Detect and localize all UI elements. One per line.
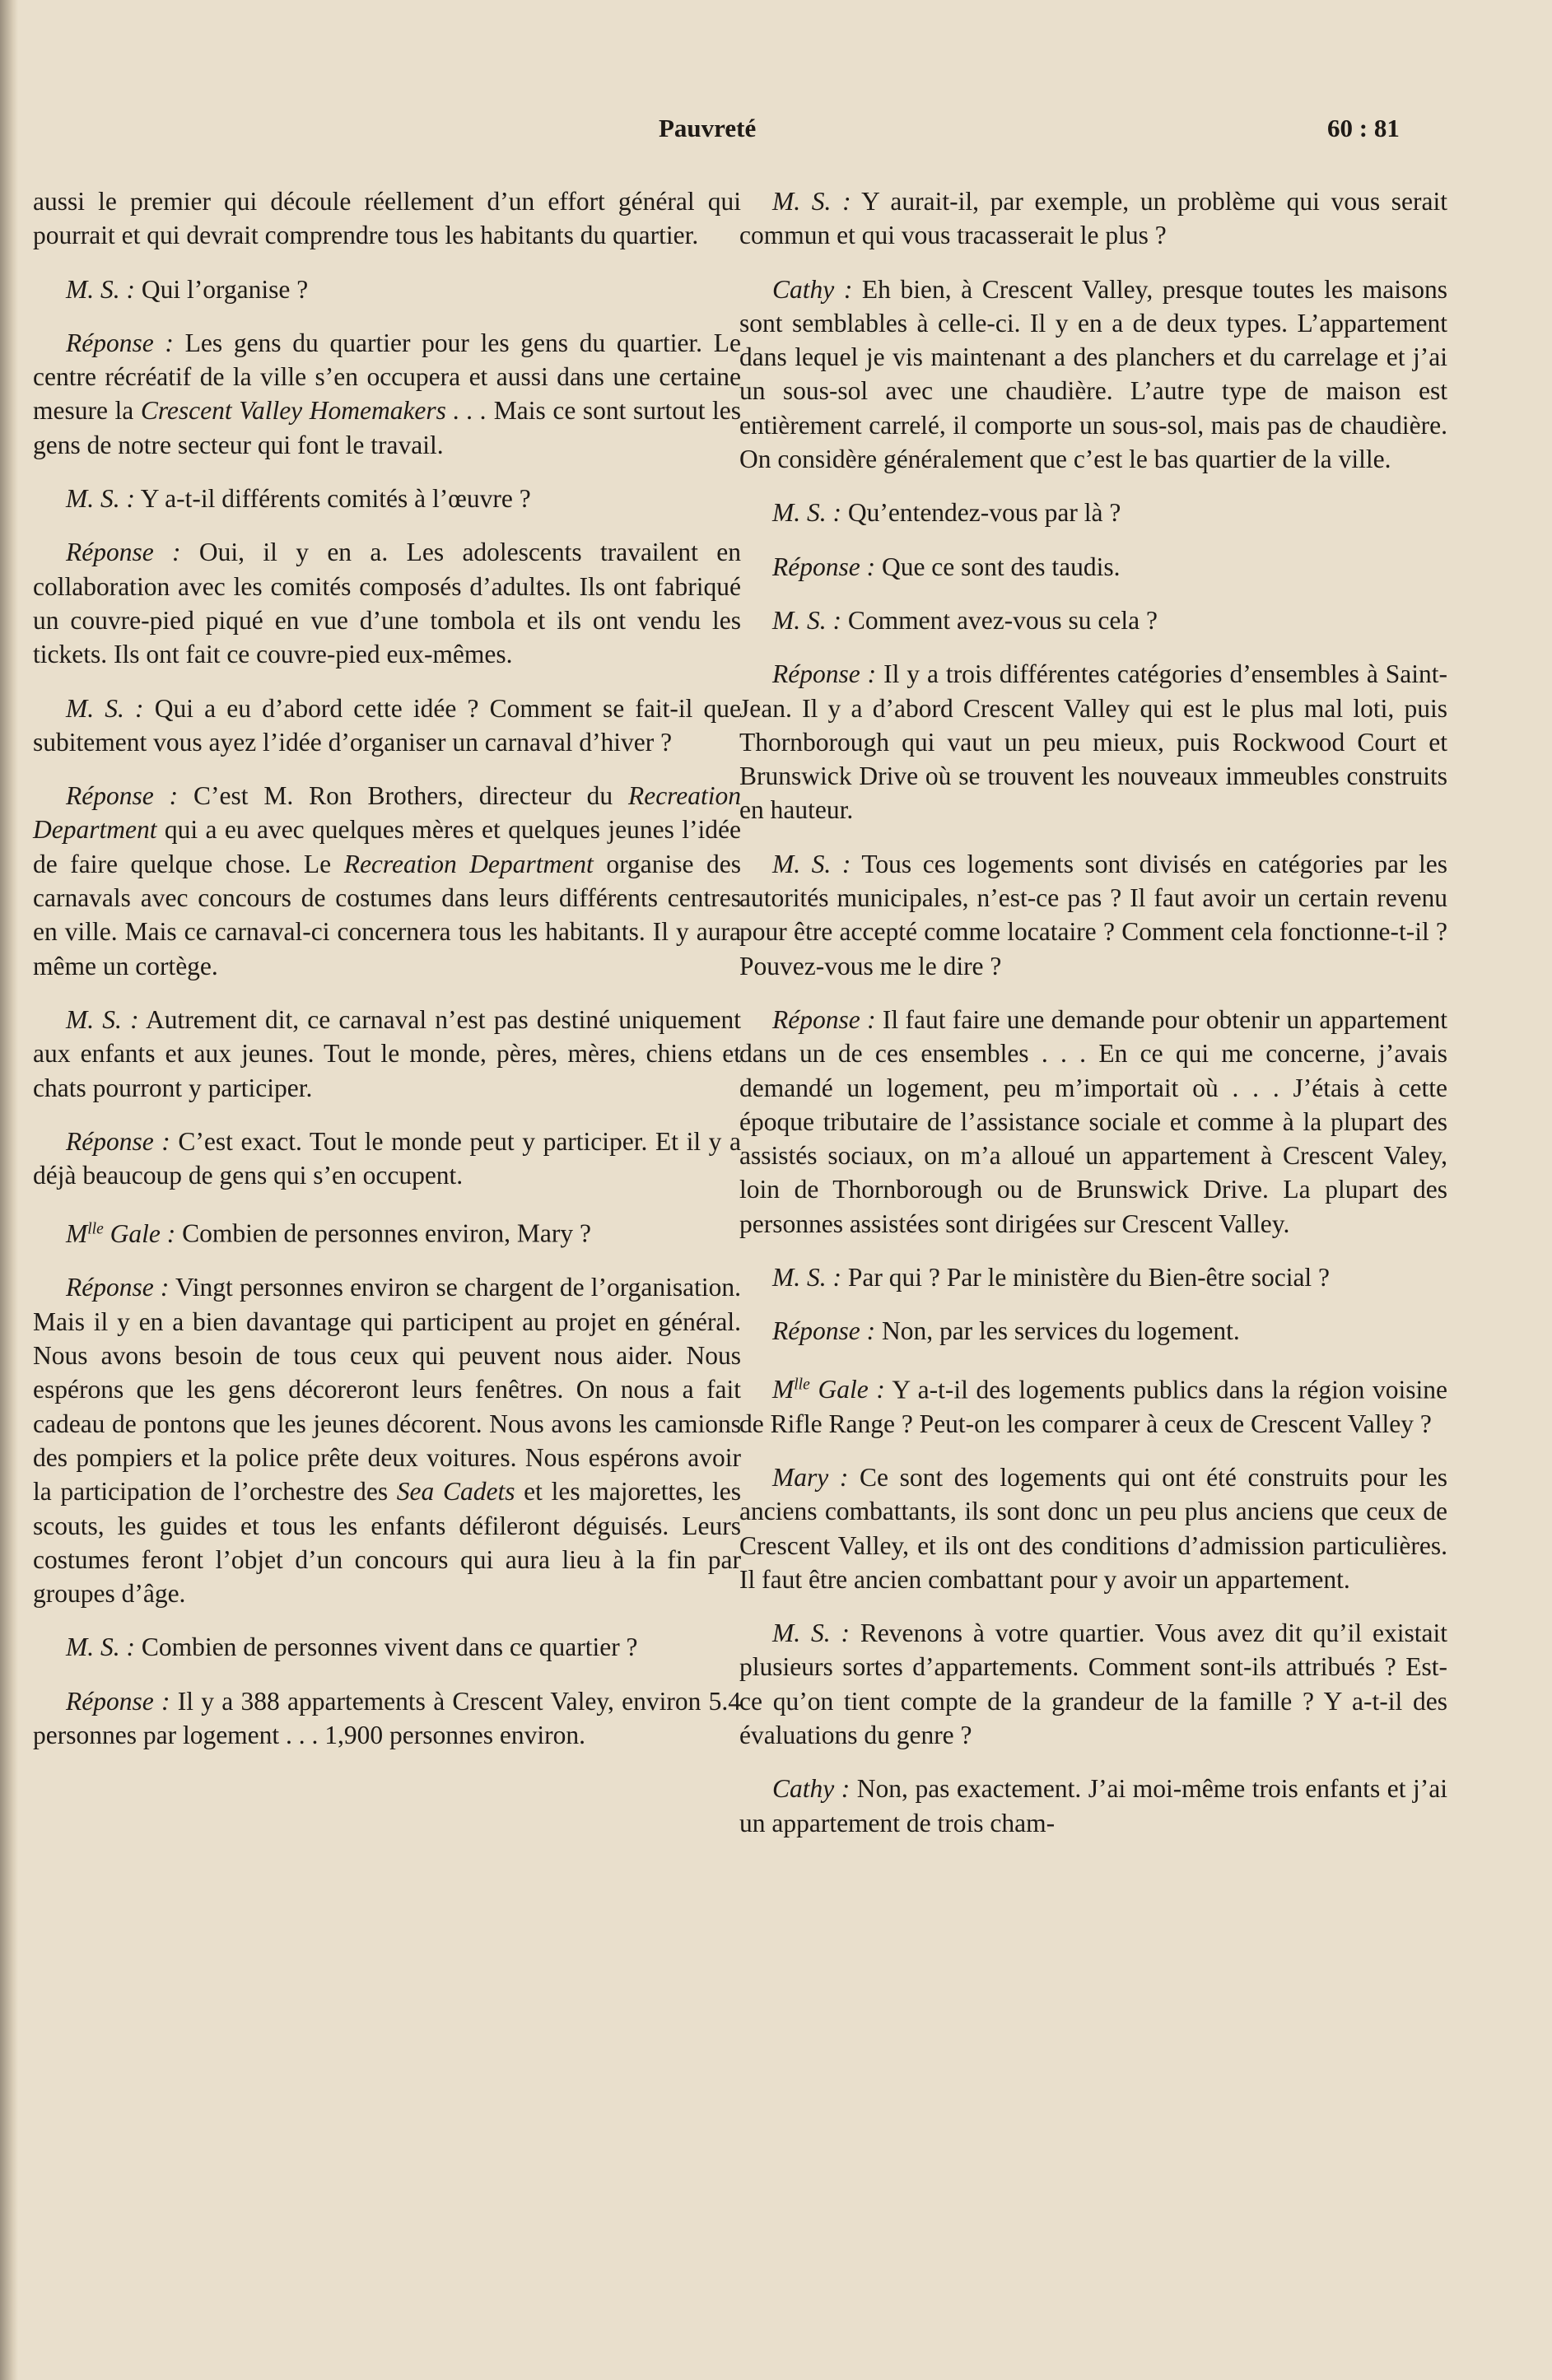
paragraph-text: Non, pas exactement. J’ai moi-même trois enfants et j’ai un appartement de trois cham- bbox=[739, 1774, 1448, 1837]
italic-text: Recreation Department bbox=[343, 849, 594, 878]
right-column bbox=[739, 184, 1447, 1860]
paragraph-text: Combien de personnes environ, Mary ? bbox=[175, 1219, 592, 1249]
italic-text: Sea Cadets bbox=[396, 1477, 515, 1507]
paragraph-text: Qui a eu d’abord cette idée ? Comment se fait-il que subitement vous ayez l’idée d’organiser un carnaval d’hiver ? bbox=[33, 693, 741, 757]
speaker-label: M. S. : bbox=[66, 274, 135, 304]
paragraph-text: Y a-t-il différents comités à l’œuvre ? bbox=[134, 484, 531, 514]
dialogue-paragraph bbox=[33, 692, 741, 760]
paragraph-text: Non, par les services du logement. bbox=[875, 1316, 1240, 1346]
paragraph-text: aussi le premier qui découle réellement d’un effort général qui pourrait et qui devrait comprendre tous les habitants du quartier. bbox=[33, 187, 741, 250]
dialogue-paragraph bbox=[33, 1003, 741, 1105]
paragraph-text: Vingt personnes environ se chargent de l’organisation. Mais il y en a bien davantage qui participent au projet en général. Nous avons besoin de tous ceux qui peuvent nous aider. Nous espérons que les gens décoreront leurs fenêtres. On nous a fait cadeau de pontons que les jeunes décorent. Nous avons les camions des pompiers et la police prête deux voitures. Nous espérons avoir la participation de l’orchestre des bbox=[33, 1273, 741, 1507]
speaker-label: Réponse : bbox=[66, 328, 174, 357]
dialogue-paragraph bbox=[739, 847, 1447, 983]
paragraph-text: Revenons à votre quartier. Vous avez dit qu’il existait plusieurs sortes d’appartements. Comment sont-ils attribués ? Est-ce qu’on tient compte de la grandeur de la famille ? Y a-t-il des évaluations du genre ? bbox=[739, 1618, 1447, 1750]
dialogue-paragraph bbox=[739, 1772, 1447, 1840]
dialogue-paragraph bbox=[739, 1003, 1447, 1241]
speaker-label bbox=[772, 1375, 885, 1404]
speaker-label: Mary : bbox=[772, 1462, 849, 1492]
speaker-label: M. S. : bbox=[66, 693, 144, 723]
paragraph-text: Il y a trois différentes catégories d’ensembles à Saint-Jean. Il y a d’abord Crescent Valley qui est le plus mal loti, puis Thornborough qui vaut un peu mieux, puis Rockwood Court et Brunswick Drive où se trouvent les nouveaux immeubles construits en hauteur. bbox=[739, 659, 1447, 825]
paragraph-text: C’est M. Ron Brothers, directeur du bbox=[178, 781, 628, 811]
dialogue-paragraph bbox=[33, 272, 741, 306]
paragraph-text: Mais ce sont surtout les gens de notre secteur qui font le travail. bbox=[33, 396, 741, 459]
speaker-title: M bbox=[66, 1219, 88, 1249]
speaker-label: M. S. : bbox=[772, 1263, 841, 1292]
dialogue-paragraph bbox=[739, 603, 1447, 637]
dialogue-paragraph bbox=[739, 657, 1447, 827]
speaker-label: M. S. : bbox=[772, 1618, 850, 1648]
dialogue-paragraph bbox=[739, 1616, 1447, 1752]
paragraph-text: Autrement dit, ce carnaval n’est pas destiné uniquement aux enfants et aux jeunes. Tout le monde, pères, mères, chiens et chats pourront y participer. bbox=[33, 1004, 741, 1102]
paragraph-text: C’est exact. Tout le monde peut y participer. Et il y a déjà beaucoup de gens qui s’en occupent. bbox=[33, 1126, 742, 1190]
paragraph-text: Qu’entendez-vous par là ? bbox=[841, 498, 1121, 528]
paragraph bbox=[33, 184, 741, 253]
speaker-label: M. S. : bbox=[772, 498, 841, 528]
dialogue-paragraph bbox=[739, 1314, 1447, 1348]
dialogue-paragraph bbox=[739, 496, 1447, 529]
paragraph-text: Par qui ? Par le ministère du Bien-être social ? bbox=[841, 1263, 1331, 1292]
speaker-title-superscript: lle bbox=[794, 1376, 810, 1394]
dialogue-paragraph bbox=[33, 779, 741, 983]
paragraph-text: Il faut faire une demande pour obtenir un appartement dans un de ces ensembles . . . En ce qui me concerne, j’avais demandé un logement, peu m’importait où . . . J’étais à cette époque tributaire de l’assistance sociale et comme à la plupart des assistés sociaux, on m’a alloué un appartement à Crescent Valey, loin de Thornborough ou de Brunswick Drive. La plupart des personnes assistées sont dirigées sur Crescent Valley. bbox=[739, 1004, 1448, 1238]
dialogue-paragraph bbox=[33, 1630, 741, 1664]
dialogue-paragraph bbox=[33, 535, 741, 671]
dialogue-paragraph bbox=[739, 1368, 1447, 1441]
speaker-label: Réponse : bbox=[66, 1686, 170, 1716]
speaker-label: M. S. : bbox=[772, 605, 841, 635]
speaker-label bbox=[66, 1219, 175, 1248]
dialogue-paragraph bbox=[33, 482, 741, 515]
left-column bbox=[33, 184, 741, 1772]
speaker-label: Réponse : bbox=[772, 1004, 876, 1034]
speaker-label: Réponse : bbox=[66, 538, 181, 567]
page-header bbox=[0, 114, 1552, 153]
speaker-label: Réponse : bbox=[772, 552, 876, 581]
speaker-label: M. S. : bbox=[66, 484, 135, 514]
italic-text: Crescent Valley Homemakers . . . bbox=[140, 396, 487, 426]
speaker-label: Cathy : bbox=[772, 274, 853, 304]
dialogue-paragraph bbox=[739, 184, 1447, 253]
paragraph-text: Il y a 388 appartements à Crescent Valey, environ 5.4 personnes par logement . . . 1,900 personnes environ. bbox=[33, 1686, 741, 1750]
speaker-label: Réponse : bbox=[66, 781, 179, 811]
dialogue-paragraph bbox=[33, 1684, 741, 1753]
speaker-label: Réponse : bbox=[772, 659, 877, 689]
paragraph-text: Oui, il y en a. Les adolescents travailent en collaboration avec les comités composés d’adultes. Ils ont fabriqué un couvre-pied piqué en vue d’une tombola et ils ont vendu les tickets. Ils ont fait ce couvre-pied eux-mêmes. bbox=[33, 538, 741, 669]
speaker-title: M bbox=[772, 1375, 795, 1404]
paragraph-text: Qui l’organise ? bbox=[134, 274, 309, 304]
paragraph-text: Que ce sont des taudis. bbox=[875, 552, 1121, 581]
running-title: Pauvreté bbox=[659, 114, 757, 142]
paragraph-text: Les gens du quartier pour les gens du quartier. Le centre récréatif de la ville s’en occupera et aussi dans une certaine mesure la bbox=[33, 328, 741, 426]
paragraph-text: Y aurait-il, par exemple, un problème qui vous serait commun et qui vous tracasserait le plus ? bbox=[739, 187, 1447, 250]
paragraph-text: Comment avez-vous su cela ? bbox=[841, 605, 1158, 635]
dialogue-paragraph bbox=[739, 1460, 1447, 1596]
dialogue-paragraph bbox=[33, 326, 741, 462]
speaker-title-superscript: lle bbox=[87, 1220, 104, 1238]
dialogue-paragraph bbox=[739, 550, 1447, 584]
paragraph-text: qui a eu avec quelques mères et quelques jeunes l’idée de faire quelque chose. Le bbox=[33, 815, 741, 878]
paragraph-text: Y a-t-il des logements publics dans la région voisine de Rifle Range ? Peut-on les comparer à ceux de Crescent Valley ? bbox=[739, 1375, 1447, 1438]
paragraph-text: Eh bien, à Crescent Valley, presque toutes les maisons sont semblables à celle-ci. Il y en a de deux types. L’appartement dans lequel je vis maintenant a des planchers et du carrelage et j’ai un sous-sol avec une chaudière. L’autre type de maison est entièrement carrelé, il comporte un sous-sol, mais pas de chaudière. On considère généralement que c’est le bas quartier de la ville. bbox=[739, 274, 1448, 474]
dialogue-paragraph bbox=[33, 1125, 741, 1193]
dialogue-paragraph bbox=[33, 1212, 741, 1251]
speaker-label: Cathy : bbox=[772, 1774, 851, 1804]
speaker-name: Gale : bbox=[103, 1219, 176, 1249]
page-number: 60 : 81 bbox=[1327, 114, 1400, 142]
paragraph-text: organise des carnavals avec concours de costumes dans leurs différents centres en ville. Mais ce carnaval-ci concernera tous les habitants. Il y aura même un cortège. bbox=[33, 849, 741, 980]
speaker-label: M. S. : bbox=[772, 187, 851, 216]
speaker-label: Réponse : bbox=[66, 1126, 170, 1156]
dialogue-paragraph bbox=[739, 1260, 1447, 1294]
paragraph-text: Combien de personnes vivent dans ce quartier ? bbox=[134, 1632, 638, 1662]
speaker-label: Réponse : bbox=[66, 1273, 170, 1302]
paragraph-text: Tous ces logements sont divisés en catégories par les autorités municipales, n’est-ce pas ? Il faut avoir un certain revenu pour être accepté comme locataire ? Comment cela fonctionne-t-il ? Pouvez-vous me le dire ? bbox=[739, 849, 1447, 980]
page-binding-shadow bbox=[0, 0, 18, 2380]
speaker-label: Réponse : bbox=[772, 1316, 876, 1346]
speaker-name: Gale : bbox=[809, 1375, 885, 1404]
speaker-label: M. S. : bbox=[772, 849, 851, 878]
dialogue-paragraph bbox=[33, 1270, 741, 1610]
dialogue-paragraph bbox=[739, 272, 1447, 477]
speaker-label: M. S. : bbox=[66, 1004, 139, 1034]
paragraph-text: et les majorettes, les scouts, les guides et tous les enfants défileront déguisés. Leurs costumes feront l’objet d’un concours qui aura lieu à la fin par groupes d’âge. bbox=[33, 1477, 742, 1609]
speaker-label: M. S. : bbox=[66, 1632, 135, 1662]
italic-text: Recreation Department bbox=[33, 781, 741, 845]
paragraph-text: Ce sont des logements qui ont été construits pour les anciens combattants, ils sont donc un peu plus anciens que ceux de Crescent Valley, et ils ont des conditions d’admission particulières. Il faut être ancien combattant pour y avoir un appartement. bbox=[739, 1462, 1447, 1594]
